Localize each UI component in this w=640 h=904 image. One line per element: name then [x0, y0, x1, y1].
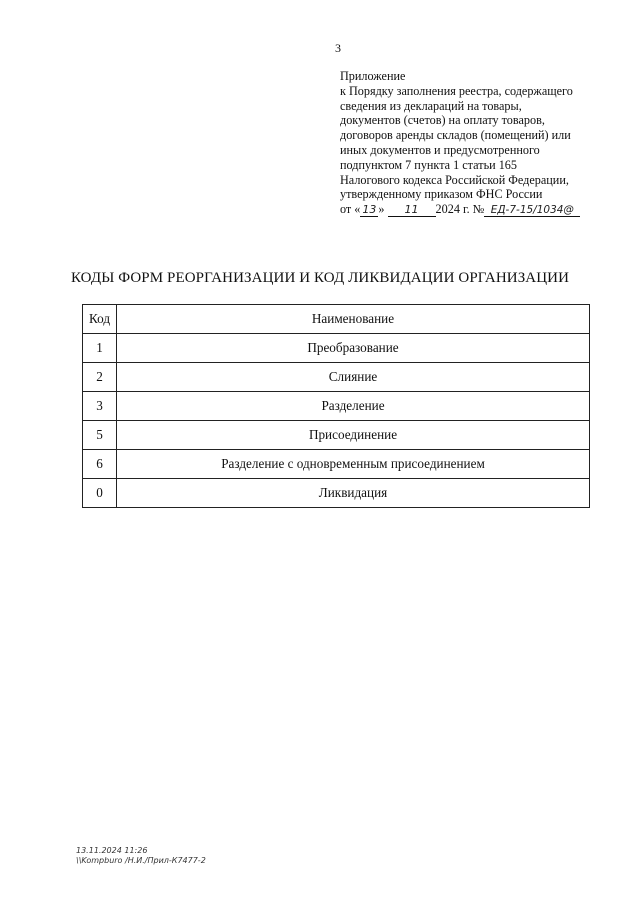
stamp-path: \\Kompburo /Н.И./Прил-К7477-2: [76, 856, 206, 865]
row-code: 5: [83, 421, 117, 450]
annex-block: [340, 69, 610, 217]
codes-table: [82, 304, 590, 508]
row-code: 6: [83, 450, 117, 479]
annex-line: сведения из деклараций на товары,: [340, 98, 522, 113]
row-name: Слияние: [117, 363, 590, 392]
table-row: [83, 363, 590, 392]
date-month: 11: [388, 204, 436, 217]
table-header-row: [83, 305, 590, 334]
table-row: [83, 450, 590, 479]
table-row: [83, 479, 590, 508]
annex-date-line: [340, 202, 610, 217]
annex-line: утвержденному приказом ФНС России: [340, 187, 543, 202]
annex-line: иных документов и предусмотренного: [340, 142, 540, 157]
annex-line: к Порядку заполнения реестра, содержащего: [340, 83, 573, 98]
date-mid: »: [378, 202, 385, 217]
annex-line: Налогового кодекса Российской Федерации,: [340, 172, 569, 187]
row-name: Преобразование: [117, 334, 590, 363]
page-number: 3: [335, 41, 341, 55]
table-row: [83, 421, 590, 450]
header-name: Наименование: [117, 305, 590, 334]
stamp-datetime: 13.11.2024 11:26: [76, 846, 148, 855]
page-title: КОДЫ ФОРМ РЕОРГАНИЗАЦИИ И КОД ЛИКВИДАЦИИ ОРГАНИЗАЦИИ: [70, 270, 570, 286]
annex-line: договоров аренды складов (помещений) или: [340, 128, 571, 143]
row-code: 0: [83, 479, 117, 508]
row-code: 3: [83, 392, 117, 421]
row-code: 2: [83, 363, 117, 392]
row-name: Ликвидация: [117, 479, 590, 508]
date-prefix: от «: [340, 202, 361, 217]
row-name: Присоединение: [117, 421, 590, 450]
annex-line: Приложение: [340, 69, 406, 83]
row-code: 1: [83, 334, 117, 363]
order-number: ЕД-7-15/1034@: [484, 204, 580, 217]
header-code: Код: [83, 305, 117, 334]
annex-line: документов (счетов) на оплату товаров,: [340, 113, 545, 128]
print-stamp: [76, 846, 206, 866]
row-name: Разделение с одновременным присоединением: [117, 450, 590, 479]
row-name: Разделение: [117, 392, 590, 421]
annex-line: подпунктом 7 пункта 1 статьи 165: [340, 157, 517, 172]
table-row: [83, 392, 590, 421]
date-day: 13: [362, 203, 377, 217]
date-year: 2024 г. №: [435, 202, 485, 217]
table-row: [83, 334, 590, 363]
